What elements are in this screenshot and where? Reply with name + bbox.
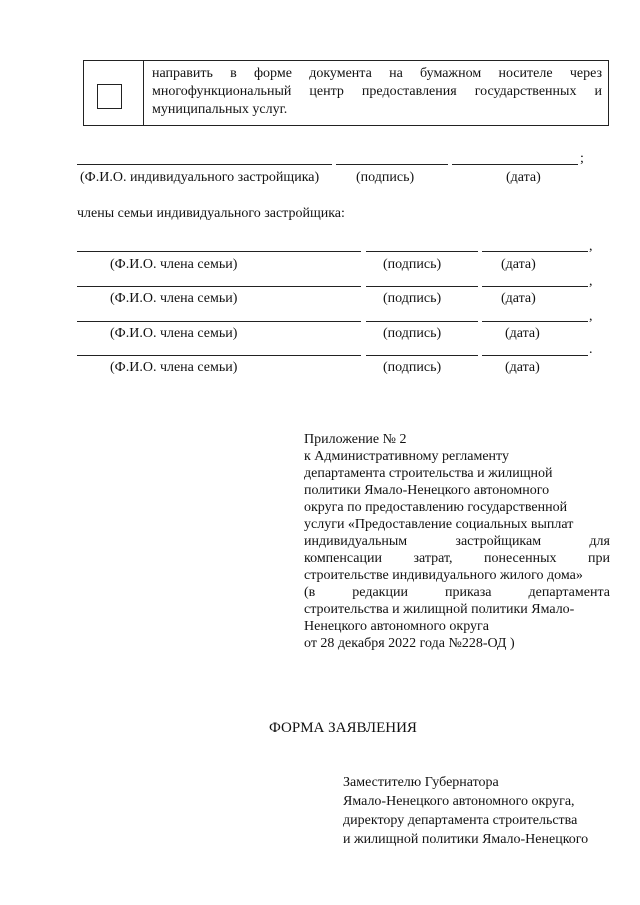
family-date-line bbox=[482, 321, 588, 322]
fio-label: (Ф.И.О. индивидуального застройщика) bbox=[80, 170, 320, 185]
family-end-mark: . bbox=[589, 342, 593, 357]
form-title: ФОРМА ЗАЯВЛЕНИЯ bbox=[269, 720, 417, 736]
family-fio-label: (Ф.И.О. члена семьи) bbox=[110, 360, 238, 375]
appendix-block bbox=[304, 431, 610, 652]
family-end-mark: , bbox=[589, 309, 593, 324]
family-signature-label: (подпись) bbox=[383, 257, 442, 272]
family-date-line bbox=[482, 355, 588, 356]
family-signature-line bbox=[366, 321, 478, 322]
date-label: (дата) bbox=[506, 170, 541, 185]
family-signature-line bbox=[366, 286, 478, 287]
family-fio-label: (Ф.И.О. члена семьи) bbox=[110, 257, 238, 272]
appendix-line: от 28 декабря 2022 года №228-ОД ) bbox=[304, 636, 515, 651]
fio-line bbox=[77, 164, 332, 165]
family-fio-line bbox=[77, 355, 361, 356]
addressee-line: и жилищной политики Ямало-Ненецкого bbox=[343, 832, 589, 847]
appendix-line: Приложение № 2 bbox=[304, 432, 407, 447]
family-date-line bbox=[482, 286, 588, 287]
appendix-line: к Административному регламенту bbox=[304, 449, 509, 464]
appendix-line: округа по предоставлению государственной bbox=[304, 500, 568, 515]
appendix-line: департамента строительства и жилищной bbox=[304, 466, 553, 481]
family-date-label: (дата) bbox=[501, 291, 536, 306]
appendix-line: индивидуальным застройщикам для bbox=[304, 534, 610, 549]
delivery-option-checkbox[interactable] bbox=[97, 84, 122, 109]
signature-label: (подпись) bbox=[356, 170, 415, 185]
appendix-line: услуги «Предоставление социальных выплат bbox=[304, 517, 574, 532]
addressee-line: директору департамента строительства bbox=[343, 813, 578, 828]
delivery-option-row bbox=[83, 60, 609, 126]
family-signature-label: (подпись) bbox=[383, 291, 442, 306]
appendix-line: строительстве индивидуального жилого дома» bbox=[304, 568, 583, 583]
family-signature-line bbox=[366, 355, 478, 356]
family-fio-label: (Ф.И.О. члена семьи) bbox=[110, 326, 238, 341]
family-heading: члены семьи индивидуального застройщика: bbox=[77, 206, 345, 221]
family-end-mark: , bbox=[589, 239, 593, 254]
family-date-label: (дата) bbox=[501, 257, 536, 272]
addressee-line: Ямало-Ненецкого автономного округа, bbox=[343, 794, 575, 809]
family-signature-label: (подпись) bbox=[383, 326, 442, 341]
appendix-line: строительства и жилищной политики Ямало- bbox=[304, 602, 575, 617]
family-end-mark: , bbox=[589, 274, 593, 289]
appendix-line: (в редакции приказа департамента bbox=[304, 585, 610, 600]
family-date-line bbox=[482, 251, 588, 252]
table-divider bbox=[143, 61, 144, 125]
addressee-block bbox=[343, 773, 588, 849]
addressee-line: Заместителю Губернатора bbox=[343, 775, 499, 790]
family-fio-line bbox=[77, 286, 361, 287]
end-mark: ; bbox=[580, 151, 584, 166]
family-signature-line bbox=[366, 251, 478, 252]
date-line bbox=[452, 164, 578, 165]
family-fio-line bbox=[77, 321, 361, 322]
signature-line bbox=[336, 164, 448, 165]
appendix-line: компенсации затрат, понесенных при bbox=[304, 551, 610, 566]
delivery-option-text: направить в форме документа на бумажном носителе через многофункциональный центр предоставления государственных и муниципальных услуг. bbox=[152, 66, 602, 117]
family-fio-line bbox=[77, 251, 361, 252]
appendix-line: Ненецкого автономного округа bbox=[304, 619, 489, 634]
family-signature-label: (подпись) bbox=[383, 360, 442, 375]
family-fio-label: (Ф.И.О. члена семьи) bbox=[110, 291, 238, 306]
family-date-label: (дата) bbox=[505, 360, 540, 375]
appendix-line: политики Ямало-Ненецкого автономного bbox=[304, 483, 550, 498]
family-date-label: (дата) bbox=[505, 326, 540, 341]
